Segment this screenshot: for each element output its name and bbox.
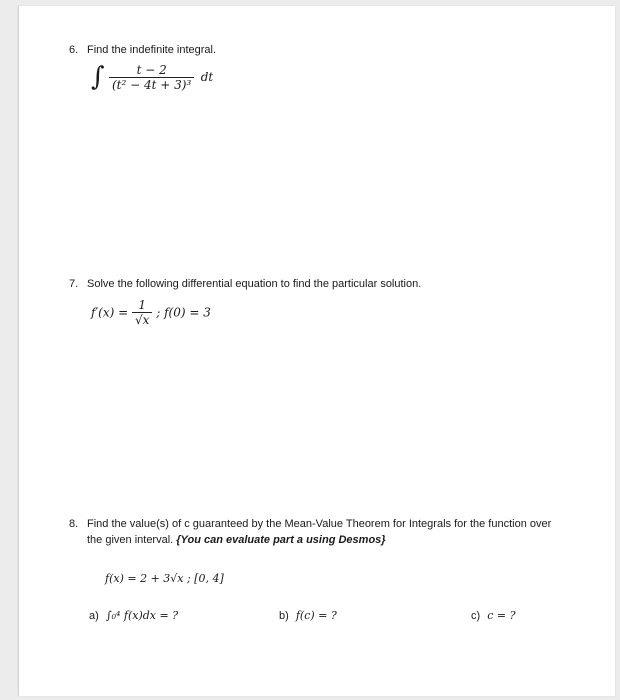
initial-condition: ; f(0) = 3 bbox=[156, 305, 211, 320]
desmos-note: {You can evaluate part a using Desmos} bbox=[176, 534, 386, 546]
prompt-continuation: the given interval. bbox=[87, 534, 177, 546]
worksheet-page bbox=[18, 6, 615, 696]
question-prompt: Find the indefinite integral. bbox=[87, 44, 217, 56]
function-definition: f(x) = 2 + 3√x ; [0, 4] bbox=[105, 572, 224, 585]
part-b bbox=[279, 609, 337, 622]
fraction-numerator: 1 bbox=[132, 298, 152, 313]
question-number: 8. bbox=[69, 518, 79, 530]
part-c-label: c) bbox=[471, 610, 481, 622]
question-prompt-line-1: Find the value(s) of c guaranteed by the Mean-Value Theorem for Integrals for the function over bbox=[87, 518, 552, 530]
equation-fraction bbox=[132, 298, 152, 327]
integrand-denominator: (t² − 4t + 3)³ bbox=[112, 77, 192, 92]
question-prompt-line-2 bbox=[87, 534, 386, 546]
question-prompt: Solve the following differential equation to find the particular solution. bbox=[87, 278, 422, 290]
integral-sign: ∫ bbox=[91, 62, 105, 92]
differential: dt bbox=[200, 70, 214, 84]
part-c bbox=[471, 609, 516, 622]
fraction-denominator: √x bbox=[135, 313, 150, 327]
part-c-expression: c = ? bbox=[487, 609, 516, 622]
part-a bbox=[89, 609, 178, 622]
part-a-expression: ∫₀⁴ f(x)dx = ? bbox=[105, 609, 179, 622]
question-number: 7. bbox=[69, 278, 79, 290]
differential-equation bbox=[91, 298, 211, 327]
part-b-expression: f(c) = ? bbox=[295, 609, 337, 622]
part-a-label: a) bbox=[89, 610, 99, 622]
part-b-label: b) bbox=[279, 610, 289, 622]
integrand-fraction bbox=[109, 63, 194, 92]
equation-lhs: f′(x) = bbox=[91, 305, 129, 320]
integral-expression bbox=[91, 62, 213, 92]
question-number: 6. bbox=[69, 44, 79, 56]
integrand-numerator: t − 2 bbox=[109, 63, 194, 78]
